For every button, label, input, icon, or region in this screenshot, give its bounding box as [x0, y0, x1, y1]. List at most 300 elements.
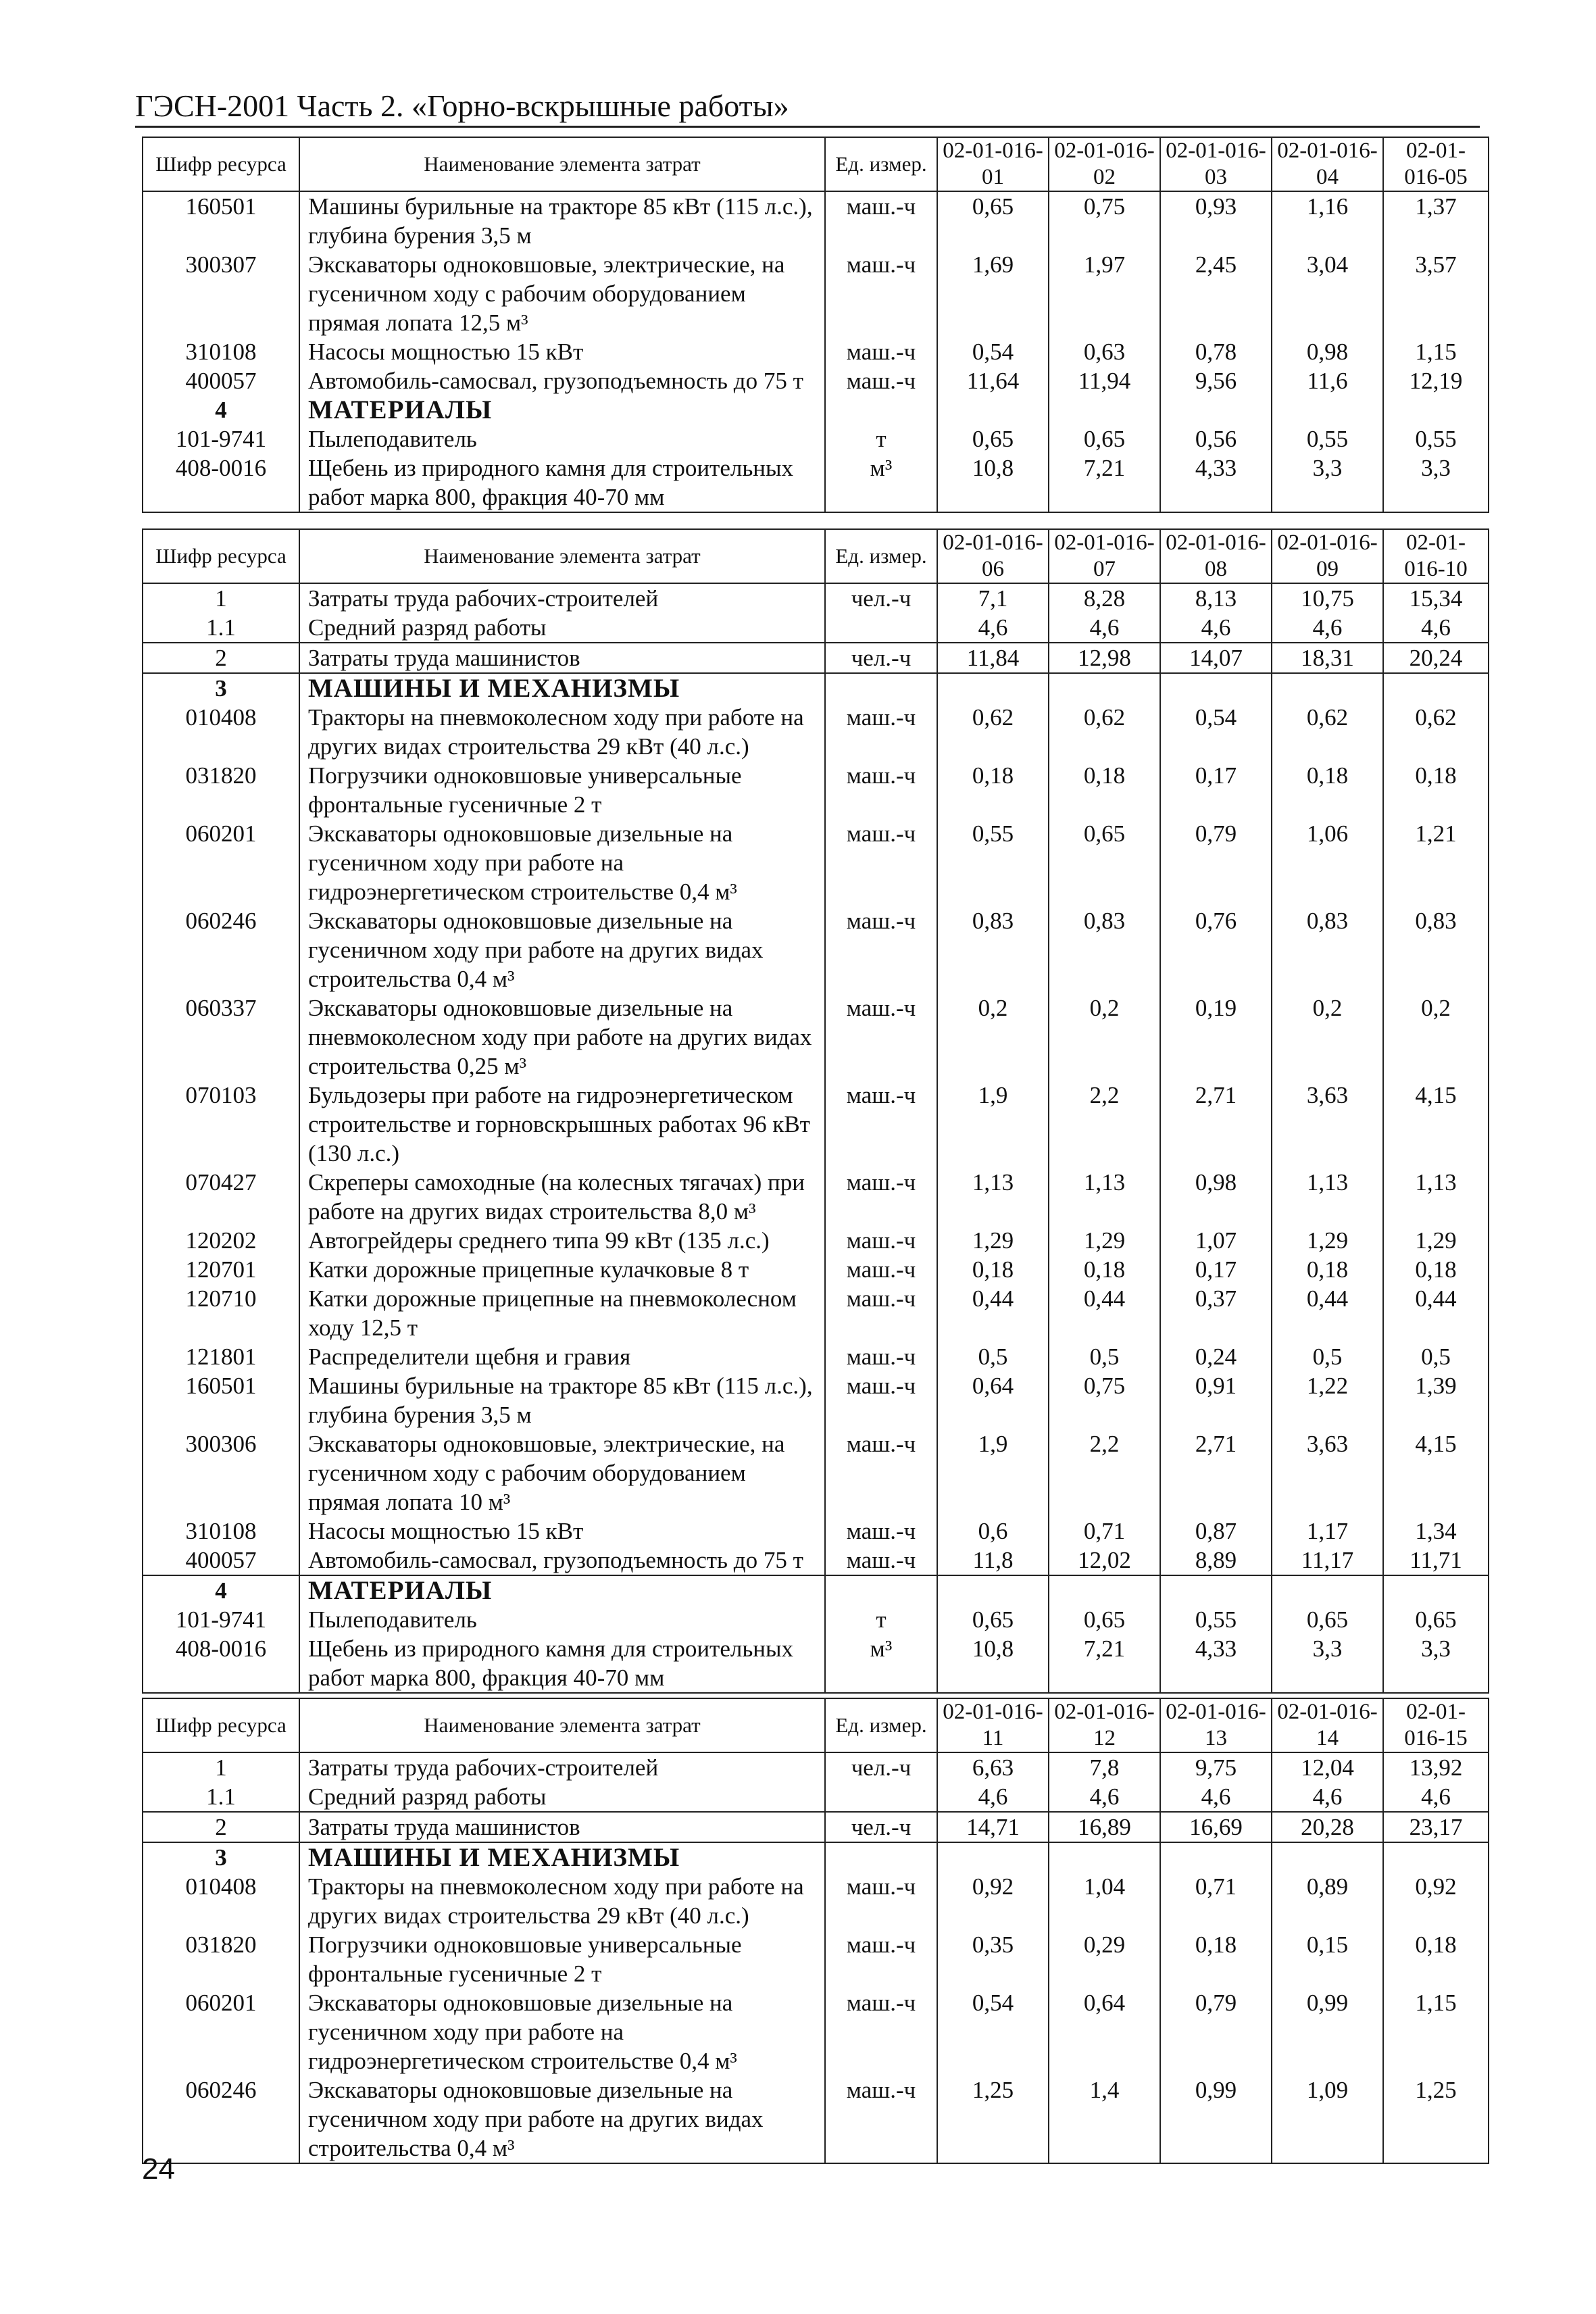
value-cell: 0,54: [937, 1988, 1049, 2075]
resource-code: 4: [143, 1575, 299, 1605]
value-cell: 0,65: [1049, 819, 1160, 906]
value-cell: 15,34: [1383, 583, 1489, 613]
value-cell: 4,15: [1383, 1081, 1489, 1168]
value-cell: 1,13: [1049, 1168, 1160, 1226]
unit-cell: маш.-ч: [825, 337, 937, 366]
unit-cell: маш.-ч: [825, 906, 937, 993]
value-cell: 0,18: [937, 761, 1049, 819]
value-cell: 0,54: [1160, 703, 1272, 761]
unit-cell: маш.-ч: [825, 250, 937, 337]
value-cell: 4,6: [1383, 1782, 1489, 1812]
unit-cell: маш.-ч: [825, 1168, 937, 1226]
resource-name: Тракторы на пневмоколесном ходу при работе на других видах строительства 29 кВт (40 л.с.): [299, 1872, 825, 1930]
resource-code: 120202: [143, 1226, 299, 1255]
header-norm-code: 02-01-016-14: [1272, 1698, 1383, 1752]
value-cell: 0,64: [937, 1371, 1049, 1429]
resource-code: 160501: [143, 1371, 299, 1429]
value-cell: 1,29: [1383, 1226, 1489, 1255]
value-cell: 4,6: [1049, 1782, 1160, 1812]
unit-cell: [825, 395, 937, 424]
table-row: [143, 1605, 1489, 1634]
unit-cell: [825, 673, 937, 703]
resource-code: 1: [143, 1752, 299, 1782]
value-cell: 0,18: [1160, 1930, 1272, 1988]
resource-name: Щебень из природного камня для строительных работ марка 800, фракция 40-70 мм: [299, 1634, 825, 1693]
resource-code: 120710: [143, 1284, 299, 1342]
header-norm-code: 02-01-016-10: [1383, 529, 1489, 583]
value-cell: 0,65: [1049, 1605, 1160, 1634]
value-cell: 0,89: [1272, 1872, 1383, 1930]
header-norm-code: 02-01-016-15: [1383, 1698, 1489, 1752]
value-cell: 1,29: [937, 1226, 1049, 1255]
value-cell: 0,18: [1272, 761, 1383, 819]
table-row: [143, 583, 1489, 613]
resource-code: 060246: [143, 2075, 299, 2163]
value-cell: 3,3: [1383, 453, 1489, 512]
value-cell: 3,3: [1272, 453, 1383, 512]
value-cell: 0,83: [1049, 906, 1160, 993]
table-row: [143, 761, 1489, 819]
value-cell: 1,09: [1272, 2075, 1383, 2163]
value-cell: 1,22: [1272, 1371, 1383, 1429]
value-cell: 3,63: [1272, 1429, 1383, 1517]
value-cell: 1,9: [937, 1081, 1049, 1168]
resource-name: Пылеподавитель: [299, 1605, 825, 1634]
value-cell: 1,06: [1272, 819, 1383, 906]
value-cell: 8,13: [1160, 583, 1272, 613]
header-norm-code: 02-01-016-03: [1160, 137, 1272, 191]
cost-table-3: [142, 1698, 1489, 2164]
value-cell: 4,6: [1160, 1782, 1272, 1812]
value-cell: 0,75: [1049, 191, 1160, 250]
resource-name: Экскаваторы одноковшовые дизельные на гусеничном ходу при работе на других видах строительства 0,4 м³: [299, 906, 825, 993]
resource-name: МАШИНЫ И МЕХАНИЗМЫ: [299, 1842, 825, 1872]
value-cell: 23,17: [1383, 1812, 1489, 1842]
table-row: [143, 643, 1489, 673]
resource-code: 400057: [143, 366, 299, 395]
table-row: [143, 819, 1489, 906]
unit-cell: маш.-ч: [825, 819, 937, 906]
table-row: [143, 1255, 1489, 1284]
value-cell: 11,6: [1272, 366, 1383, 395]
resource-name: Пылеподавитель: [299, 424, 825, 453]
header-unit: Ед. измер.: [825, 529, 937, 583]
resource-name: Автомобиль-самосвал, грузоподъемность до 75 т: [299, 366, 825, 395]
value-cell: 1,69: [937, 250, 1049, 337]
value-cell: [1160, 1842, 1272, 1872]
resource-code: 060201: [143, 819, 299, 906]
value-cell: 4,6: [1383, 613, 1489, 643]
resource-code: 010408: [143, 1872, 299, 1930]
resource-code: 2: [143, 1812, 299, 1842]
value-cell: 1,37: [1383, 191, 1489, 250]
value-cell: 20,24: [1383, 643, 1489, 673]
resource-name: Экскаваторы одноковшовые, электрические, на гусеничном ходу с рабочим оборудованием прямая лопата 12,5 м³: [299, 250, 825, 337]
resource-name: МАШИНЫ И МЕХАНИЗМЫ: [299, 673, 825, 703]
resource-name: Затраты труда рабочих-строителей: [299, 1752, 825, 1782]
header-unit: Ед. измер.: [825, 137, 937, 191]
header-norm-code: 02-01-016-08: [1160, 529, 1272, 583]
value-cell: 1,9: [937, 1429, 1049, 1517]
value-cell: 8,89: [1160, 1546, 1272, 1575]
resource-name: Экскаваторы одноковшовые, электрические, на гусеничном ходу с рабочим оборудованием прямая лопата 10 м³: [299, 1429, 825, 1517]
value-cell: 1,13: [1383, 1168, 1489, 1226]
value-cell: 9,56: [1160, 366, 1272, 395]
running-header: ГЭСН-2001 Часть 2. «Горно-вскрышные работы»: [135, 89, 789, 123]
value-cell: 20,28: [1272, 1812, 1383, 1842]
value-cell: 7,21: [1049, 1634, 1160, 1693]
table-row: [143, 2075, 1489, 2163]
value-cell: [1160, 673, 1272, 703]
value-cell: 0,92: [937, 1872, 1049, 1930]
unit-cell: маш.-ч: [825, 1872, 937, 1930]
value-cell: 10,75: [1272, 583, 1383, 613]
value-cell: 2,71: [1160, 1429, 1272, 1517]
value-cell: 0,44: [937, 1284, 1049, 1342]
value-cell: 0,19: [1160, 993, 1272, 1081]
value-cell: 0,62: [1272, 703, 1383, 761]
value-cell: 1,16: [1272, 191, 1383, 250]
resource-name: Автогрейдеры среднего типа 99 кВт (135 л.с.): [299, 1226, 825, 1255]
unit-cell: маш.-ч: [825, 2075, 937, 2163]
value-cell: 2,71: [1160, 1081, 1272, 1168]
value-cell: 0,5: [1272, 1342, 1383, 1371]
section-row: [143, 673, 1489, 703]
header-norm-code: 02-01-016-09: [1272, 529, 1383, 583]
value-cell: 0,44: [1049, 1284, 1160, 1342]
value-cell: 0,17: [1160, 1255, 1272, 1284]
unit-cell: [825, 613, 937, 643]
value-cell: 14,71: [937, 1812, 1049, 1842]
value-cell: 4,15: [1383, 1429, 1489, 1517]
value-cell: [1383, 673, 1489, 703]
unit-cell: маш.-ч: [825, 191, 937, 250]
value-cell: 10,8: [937, 1634, 1049, 1693]
header-norm-code: 02-01-016-07: [1049, 529, 1160, 583]
header-row: [143, 1698, 1489, 1752]
unit-cell: маш.-ч: [825, 1284, 937, 1342]
value-cell: 12,04: [1272, 1752, 1383, 1782]
resource-name: Средний разряд работы: [299, 1782, 825, 1812]
value-cell: [1272, 1575, 1383, 1605]
page-number: 24: [142, 2152, 175, 2186]
unit-cell: м³: [825, 1634, 937, 1693]
value-cell: 0,2: [1383, 993, 1489, 1081]
value-cell: 1,97: [1049, 250, 1160, 337]
value-cell: 0,55: [1383, 424, 1489, 453]
value-cell: [937, 395, 1049, 424]
table-row: [143, 1371, 1489, 1429]
value-cell: [937, 1575, 1049, 1605]
value-cell: 11,71: [1383, 1546, 1489, 1575]
table-row: [143, 906, 1489, 993]
value-cell: 0,35: [937, 1930, 1049, 1988]
value-cell: 4,33: [1160, 1634, 1272, 1693]
value-cell: 7,21: [1049, 453, 1160, 512]
resource-name: Погрузчики одноковшовые универсальные фронтальные гусеничные 2 т: [299, 761, 825, 819]
resource-code: 070103: [143, 1081, 299, 1168]
value-cell: 1,15: [1383, 1988, 1489, 2075]
table-header: [143, 1698, 1489, 1752]
table-row: [143, 993, 1489, 1081]
resource-name: Катки дорожные прицепные на пневмоколесном ходу 12,5 т: [299, 1284, 825, 1342]
value-cell: 0,92: [1383, 1872, 1489, 1930]
section-row: [143, 395, 1489, 424]
header-unit: Ед. измер.: [825, 1698, 937, 1752]
value-cell: 13,92: [1383, 1752, 1489, 1782]
resource-code: 060201: [143, 1988, 299, 2075]
value-cell: 3,04: [1272, 250, 1383, 337]
value-cell: 3,3: [1272, 1634, 1383, 1693]
value-cell: 0,65: [1049, 424, 1160, 453]
unit-cell: маш.-ч: [825, 703, 937, 761]
header-code: Шифр ресурса: [143, 137, 299, 191]
resource-name: Насосы мощностью 15 кВт: [299, 337, 825, 366]
resource-code: 160501: [143, 191, 299, 250]
value-cell: 12,98: [1049, 643, 1160, 673]
value-cell: 0,83: [937, 906, 1049, 993]
value-cell: 4,6: [1049, 613, 1160, 643]
value-cell: 0,62: [1049, 703, 1160, 761]
table-row: [143, 453, 1489, 512]
value-cell: 0,75: [1049, 1371, 1160, 1429]
value-cell: 0,29: [1049, 1930, 1160, 1988]
header-norm-code: 02-01-016-13: [1160, 1698, 1272, 1752]
value-cell: [1049, 1842, 1160, 1872]
value-cell: 4,33: [1160, 453, 1272, 512]
resource-name: Затраты труда машинистов: [299, 643, 825, 673]
value-cell: [1272, 1842, 1383, 1872]
resource-name: Скреперы самоходные (на колесных тягачах) при работе на других видах строительства 8,0 м³: [299, 1168, 825, 1226]
value-cell: 0,6: [937, 1517, 1049, 1546]
unit-cell: маш.-ч: [825, 1081, 937, 1168]
value-cell: 0,55: [1160, 1605, 1272, 1634]
table-body: [143, 583, 1489, 1693]
value-cell: 0,2: [1049, 993, 1160, 1081]
table-row: [143, 1930, 1489, 1988]
value-cell: 0,99: [1160, 2075, 1272, 2163]
value-cell: 2,45: [1160, 250, 1272, 337]
resource-name: Тракторы на пневмоколесном ходу при работе на других видах строительства 29 кВт (40 л.с.): [299, 703, 825, 761]
value-cell: 0,5: [937, 1342, 1049, 1371]
value-cell: 1,39: [1383, 1371, 1489, 1429]
header-name: Наименование элемента затрат: [299, 137, 825, 191]
value-cell: 1,21: [1383, 819, 1489, 906]
header-norm-code: 02-01-016-02: [1049, 137, 1160, 191]
table-row: [143, 1517, 1489, 1546]
resource-code: 310108: [143, 337, 299, 366]
table-row: [143, 1284, 1489, 1342]
unit-cell: маш.-ч: [825, 366, 937, 395]
value-cell: 0,87: [1160, 1517, 1272, 1546]
value-cell: 16,69: [1160, 1812, 1272, 1842]
resource-code: 2: [143, 643, 299, 673]
resource-name: МАТЕРИАЛЫ: [299, 395, 825, 424]
table-row: [143, 1546, 1489, 1575]
unit-cell: [825, 1575, 937, 1605]
value-cell: 0,65: [937, 424, 1049, 453]
value-cell: 1,4: [1049, 2075, 1160, 2163]
resource-code: 408-0016: [143, 453, 299, 512]
header-norm-code: 02-01-016-01: [937, 137, 1049, 191]
value-cell: 0,98: [1160, 1168, 1272, 1226]
value-cell: [1383, 1842, 1489, 1872]
value-cell: 0,65: [1383, 1605, 1489, 1634]
value-cell: 0,18: [1383, 1255, 1489, 1284]
value-cell: 0,18: [937, 1255, 1049, 1284]
value-cell: [1272, 673, 1383, 703]
resource-code: 3: [143, 673, 299, 703]
resource-name: Затраты труда рабочих-строителей: [299, 583, 825, 613]
resource-code: 101-9741: [143, 424, 299, 453]
resource-name: Экскаваторы одноковшовые дизельные на гусеничном ходу при работе на гидроэнергетическом строительстве 0,4 м³: [299, 819, 825, 906]
value-cell: 4,6: [937, 613, 1049, 643]
value-cell: 1,15: [1383, 337, 1489, 366]
cost-table-2: [142, 528, 1489, 1694]
value-cell: 0,91: [1160, 1371, 1272, 1429]
unit-cell: [825, 1782, 937, 1812]
header-code: Шифр ресурса: [143, 529, 299, 583]
table-row: [143, 337, 1489, 366]
table-row: [143, 424, 1489, 453]
table-row: [143, 1988, 1489, 2075]
table-body: [143, 1752, 1489, 2163]
unit-cell: маш.-ч: [825, 761, 937, 819]
value-cell: [1049, 1575, 1160, 1605]
value-cell: 9,75: [1160, 1752, 1272, 1782]
resource-name: Распределители щебня и гравия: [299, 1342, 825, 1371]
value-cell: 0,71: [1049, 1517, 1160, 1546]
value-cell: 0,18: [1383, 1930, 1489, 1988]
resource-code: 3: [143, 1842, 299, 1872]
header-norm-code: 02-01-016-05: [1383, 137, 1489, 191]
resource-code: 408-0016: [143, 1634, 299, 1693]
resource-code: 060337: [143, 993, 299, 1081]
value-cell: 0,93: [1160, 191, 1272, 250]
resource-code: 070427: [143, 1168, 299, 1226]
value-cell: 0,65: [1272, 1605, 1383, 1634]
value-cell: [1160, 395, 1272, 424]
resource-code: 1.1: [143, 1782, 299, 1812]
value-cell: 1,25: [937, 2075, 1049, 2163]
value-cell: 0,79: [1160, 1988, 1272, 2075]
value-cell: 8,28: [1049, 583, 1160, 613]
table-row: [143, 1872, 1489, 1930]
value-cell: 0,64: [1049, 1988, 1160, 2075]
value-cell: 0,18: [1049, 761, 1160, 819]
resource-name: Насосы мощностью 15 кВт: [299, 1517, 825, 1546]
resource-name: Автомобиль-самосвал, грузоподъемность до 75 т: [299, 1546, 825, 1575]
value-cell: 1,29: [1049, 1226, 1160, 1255]
table-row: [143, 1342, 1489, 1371]
value-cell: 7,1: [937, 583, 1049, 613]
resource-code: 300306: [143, 1429, 299, 1517]
value-cell: 0,83: [1383, 906, 1489, 993]
header-norm-code: 02-01-016-12: [1049, 1698, 1160, 1752]
value-cell: 11,64: [937, 366, 1049, 395]
resource-code: 031820: [143, 1930, 299, 1988]
header-code: Шифр ресурса: [143, 1698, 299, 1752]
table-header: [143, 137, 1489, 191]
value-cell: [1383, 395, 1489, 424]
table-row: [143, 1429, 1489, 1517]
resource-code: 400057: [143, 1546, 299, 1575]
value-cell: 0,5: [1049, 1342, 1160, 1371]
value-cell: 0,76: [1160, 906, 1272, 993]
unit-cell: маш.-ч: [825, 1517, 937, 1546]
table-row: [143, 1634, 1489, 1693]
value-cell: 6,63: [937, 1752, 1049, 1782]
unit-cell: чел.-ч: [825, 1812, 937, 1842]
value-cell: 4,6: [1160, 613, 1272, 643]
value-cell: 1,25: [1383, 2075, 1489, 2163]
header-norm-code: 02-01-016-06: [937, 529, 1049, 583]
resource-code: 1.1: [143, 613, 299, 643]
resource-name: Машины бурильные на тракторе 85 кВт (115 л.с.), глубина бурения 3,5 м: [299, 1371, 825, 1429]
unit-cell: м³: [825, 453, 937, 512]
unit-cell: маш.-ч: [825, 1546, 937, 1575]
value-cell: 3,63: [1272, 1081, 1383, 1168]
value-cell: [937, 1842, 1049, 1872]
resource-code: 031820: [143, 761, 299, 819]
section-row: [143, 1575, 1489, 1605]
value-cell: 1,34: [1383, 1517, 1489, 1546]
section-row: [143, 1842, 1489, 1872]
value-cell: 0,99: [1272, 1988, 1383, 2075]
unit-cell: чел.-ч: [825, 643, 937, 673]
value-cell: 0,55: [937, 819, 1049, 906]
resource-name: Бульдозеры при работе на гидроэнергетическом строительстве и горновскрышных работах 96 кВт (130 л.с.): [299, 1081, 825, 1168]
unit-cell: т: [825, 1605, 937, 1634]
value-cell: 11,94: [1049, 366, 1160, 395]
value-cell: 0,18: [1383, 761, 1489, 819]
value-cell: 2,2: [1049, 1081, 1160, 1168]
table-row: [143, 1081, 1489, 1168]
value-cell: 1,07: [1160, 1226, 1272, 1255]
unit-cell: маш.-ч: [825, 1342, 937, 1371]
table-row: [143, 613, 1489, 643]
value-cell: [1049, 395, 1160, 424]
value-cell: 0,24: [1160, 1342, 1272, 1371]
value-cell: 4,6: [1272, 1782, 1383, 1812]
header-row: [143, 529, 1489, 583]
table-row: [143, 250, 1489, 337]
header-name: Наименование элемента затрат: [299, 529, 825, 583]
resource-name: Погрузчики одноковшовые универсальные фронтальные гусеничные 2 т: [299, 1930, 825, 1988]
cost-table-1: [142, 137, 1489, 513]
value-cell: 4,6: [937, 1782, 1049, 1812]
resource-code: 101-9741: [143, 1605, 299, 1634]
unit-cell: [825, 1842, 937, 1872]
unit-cell: маш.-ч: [825, 1930, 937, 1988]
header-row: [143, 137, 1489, 191]
resource-name: Экскаваторы одноковшовые дизельные на гусеничном ходу при работе на гидроэнергетическом строительстве 0,4 м³: [299, 1988, 825, 2075]
value-cell: 0,2: [937, 993, 1049, 1081]
table-row: [143, 366, 1489, 395]
unit-cell: чел.-ч: [825, 1752, 937, 1782]
resource-code: 1: [143, 583, 299, 613]
value-cell: 11,8: [937, 1546, 1049, 1575]
value-cell: 4,6: [1272, 613, 1383, 643]
value-cell: 0,62: [1383, 703, 1489, 761]
value-cell: 2,2: [1049, 1429, 1160, 1517]
resource-name: МАТЕРИАЛЫ: [299, 1575, 825, 1605]
value-cell: [1049, 673, 1160, 703]
table-row: [143, 1226, 1489, 1255]
resource-name: Катки дорожные прицепные кулачковые 8 т: [299, 1255, 825, 1284]
resource-code: 310108: [143, 1517, 299, 1546]
table-row: [143, 1752, 1489, 1782]
